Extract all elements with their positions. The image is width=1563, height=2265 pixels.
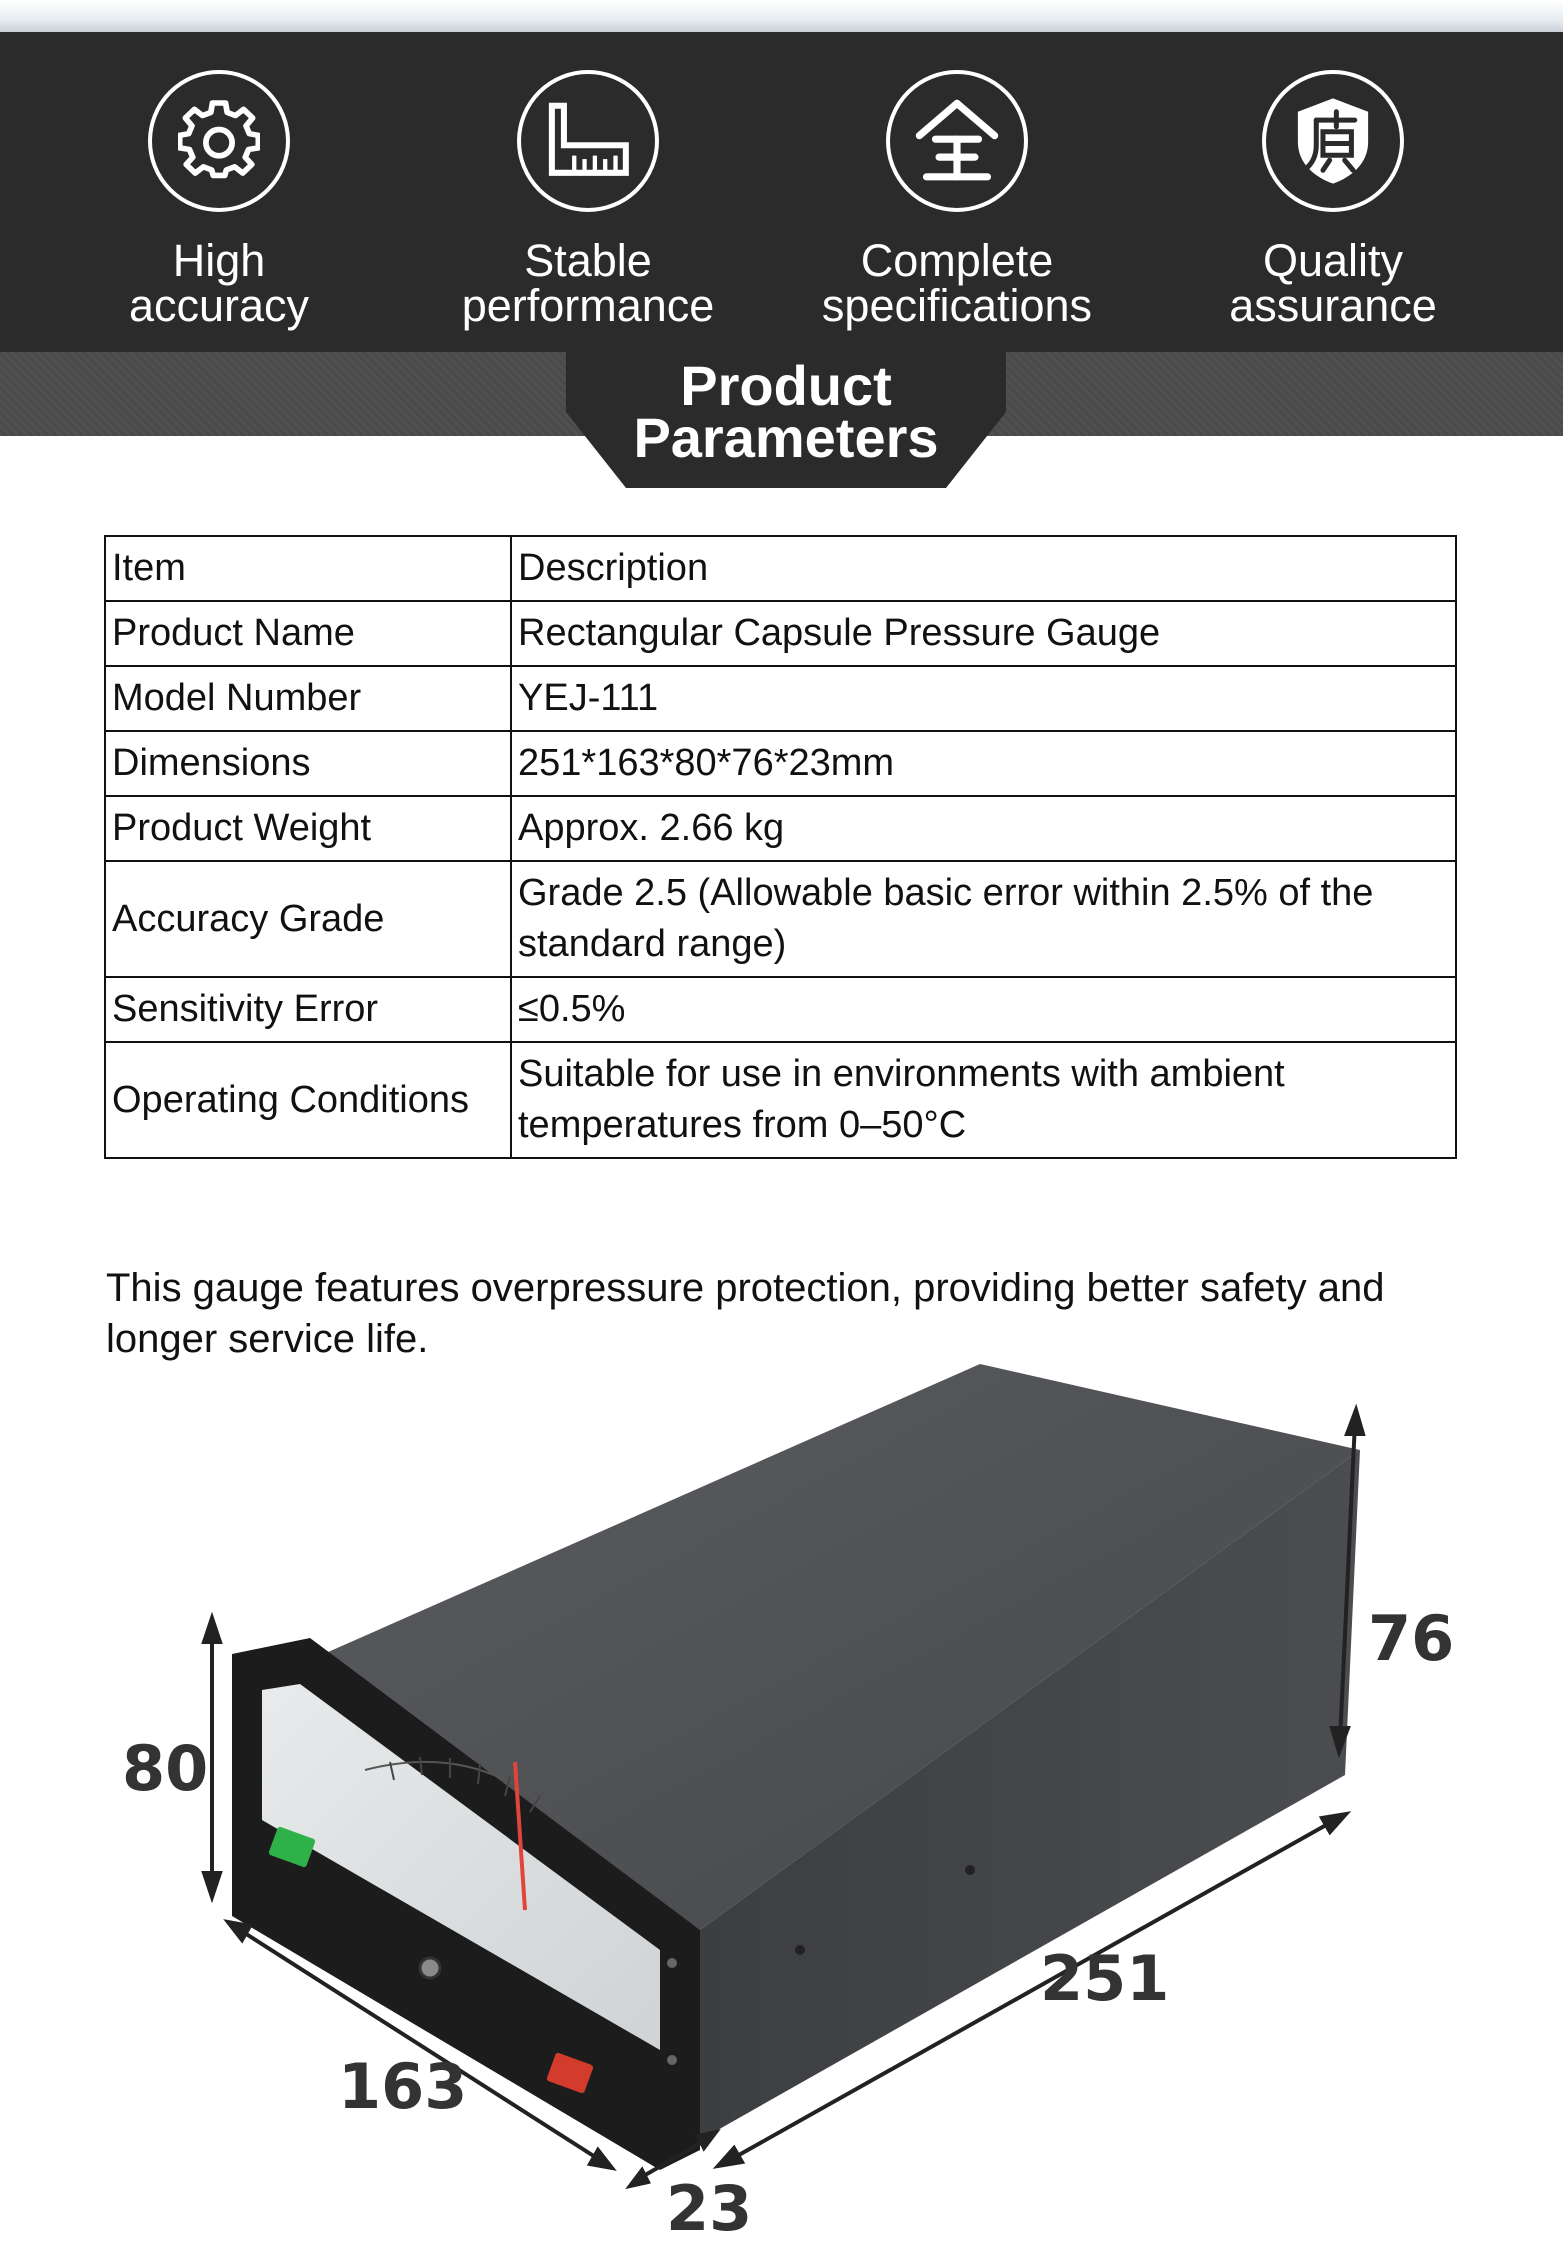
dim-label-width: 163 xyxy=(338,2050,468,2123)
quan-character-icon xyxy=(912,98,1002,184)
section-title-tab xyxy=(566,352,1006,492)
feature-label-line2: performance xyxy=(461,280,715,331)
header-cell-item: Item xyxy=(105,536,511,601)
cell-description: Grade 2.5 (Allowable basic error within 2.5% of the standard range) xyxy=(511,861,1456,977)
dim-label-height-back: 76 xyxy=(1368,1602,1455,1675)
feature-label-line1: Stable xyxy=(524,235,652,286)
ruler-icon xyxy=(545,101,631,181)
dim-label-height-front: 80 xyxy=(122,1732,209,1805)
feature-label-line1: Complete xyxy=(860,235,1054,286)
cell-description: Rectangular Capsule Pressure Gauge xyxy=(511,601,1456,666)
cell-description: Suitable for use in environments with ambient temperatures from 0–50°C xyxy=(511,1042,1456,1158)
table-row xyxy=(105,601,1456,666)
table-row xyxy=(105,731,1456,796)
cell-item: Model Number xyxy=(105,666,511,731)
cell-item: Product Name xyxy=(105,601,511,666)
feature-label-line2: specifications xyxy=(821,280,1093,331)
feature-complete-specifications xyxy=(777,70,1137,331)
top-gradient-strip xyxy=(0,0,1563,32)
parameters-table xyxy=(104,535,1457,1159)
table-header-row xyxy=(105,536,1456,601)
feature-label-line2: assurance xyxy=(1229,280,1437,331)
gear-icon xyxy=(178,100,260,182)
cell-description: Approx. 2.66 kg xyxy=(511,796,1456,861)
cell-description: YEJ-111 xyxy=(511,666,1456,731)
table-row xyxy=(105,666,1456,731)
feature-quality-assurance xyxy=(1153,70,1513,331)
feature-label-line1: Quality xyxy=(1262,235,1404,286)
cell-description: ≤0.5% xyxy=(511,977,1456,1042)
dim-label-depth: 23 xyxy=(666,2172,753,2240)
feature-note: This gauge features overpressure protection, providing better safety and longer service life. xyxy=(106,1266,1385,1361)
feature-label-line1: High xyxy=(172,235,266,286)
cell-item: Sensitivity Error xyxy=(105,977,511,1042)
cell-item: Operating Conditions xyxy=(105,1042,511,1158)
cell-item: Accuracy Grade xyxy=(105,861,511,977)
cell-item: Product Weight xyxy=(105,796,511,861)
header-cell-description: Description xyxy=(511,536,1456,601)
feature-stable-performance xyxy=(408,70,768,331)
table-row xyxy=(105,861,1456,977)
zhi-shield-icon xyxy=(1291,95,1375,187)
feature-high-accuracy xyxy=(39,70,399,331)
adjust-knob xyxy=(420,1958,440,1978)
feature-icon-ring xyxy=(517,70,659,212)
table-row xyxy=(105,796,1456,861)
section-title-line2: Parameters xyxy=(633,406,939,469)
product-photo xyxy=(100,1360,1500,2240)
feature-icon-ring xyxy=(148,70,290,212)
table-row xyxy=(105,977,1456,1042)
feature-icon-ring xyxy=(886,70,1028,212)
section-title xyxy=(566,354,1006,469)
cell-item: Dimensions xyxy=(105,731,511,796)
feature-icon-ring xyxy=(1262,70,1404,212)
cell-description: 251*163*80*76*23mm xyxy=(511,731,1456,796)
feature-label-line2: accuracy xyxy=(128,280,310,331)
table-row xyxy=(105,1042,1456,1158)
section-title-line1: Product xyxy=(680,354,892,417)
dim-label-length: 251 xyxy=(1040,1942,1170,2015)
